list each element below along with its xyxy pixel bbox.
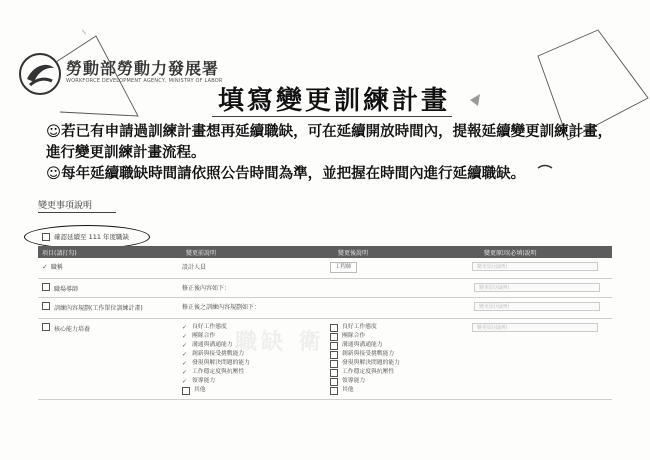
row-item-label: 職場導師 xyxy=(54,286,79,293)
skill-label: 領導能力 xyxy=(342,378,366,384)
after-skill-item xyxy=(330,350,468,359)
header-item: 項目(請打勾) xyxy=(42,249,77,257)
agency-logo xyxy=(18,52,62,96)
skill-label: 溝通與溝通能力 xyxy=(192,342,233,348)
notes-block xyxy=(46,122,626,185)
skill-label: 其他 xyxy=(342,387,354,393)
row-before: 設計人員 xyxy=(182,264,207,271)
skill-checkbox[interactable] xyxy=(330,369,338,377)
skill-label: 工作穩定度與抗壓性 xyxy=(342,369,395,375)
reason-input[interactable]: 變更原因說明 xyxy=(474,302,600,311)
table-row xyxy=(38,279,612,298)
skill-checkbox[interactable] xyxy=(330,333,338,341)
skill-label: 其他 xyxy=(194,387,206,393)
row-checkbox[interactable] xyxy=(42,323,50,331)
row-checkbox[interactable] xyxy=(42,302,50,310)
org-name: 勞動部勞動力發展署 xyxy=(66,59,220,78)
section-title: 變更事項說明 xyxy=(38,201,93,211)
org-english-name: WORKFORCE DEVELOPMENT AGENCY, MINISTRY OF LABOR xyxy=(66,78,223,84)
confirm-label: 確認延續至 111 年度職缺 xyxy=(54,233,130,241)
after-skill-item xyxy=(330,323,468,332)
check-icon[interactable]: ✓ xyxy=(182,324,188,331)
before-skill-item xyxy=(182,386,326,395)
skill-checkbox[interactable] xyxy=(330,324,338,332)
before-skill-item xyxy=(182,377,326,386)
after-skill-item xyxy=(330,377,468,386)
skill-label: 創新與接受挑戰能力 xyxy=(192,351,245,357)
skill-label: 發現與解決問題的能力 xyxy=(192,360,250,366)
skill-checkbox[interactable] xyxy=(330,342,338,350)
section-underline xyxy=(38,212,116,213)
skill-label: 發現與解決問題的能力 xyxy=(342,360,400,366)
row-item-label: 職稱 xyxy=(50,264,63,271)
skill-label: 良好工作態度 xyxy=(192,324,227,330)
note-2: ☺每年延續職缺時間請依照公告時間為準，並把握在時間內進行延續職缺。 xyxy=(46,166,526,182)
after-skill-item xyxy=(330,332,468,341)
table-row xyxy=(38,258,612,279)
skill-label: 創新與接受挑戰能力 xyxy=(342,351,395,357)
header-after: 變更後說明 xyxy=(338,249,369,257)
after-input[interactable]: 工程師 xyxy=(330,262,357,273)
before-skill-list xyxy=(178,319,326,399)
skill-label: 團隊合作 xyxy=(342,333,366,339)
skill-checkbox[interactable] xyxy=(330,387,338,395)
check-icon[interactable]: ✓ xyxy=(182,369,188,376)
before-skill-item xyxy=(182,323,326,332)
row-checkbox[interactable] xyxy=(42,283,50,291)
row-before: 修正後內容如下： xyxy=(182,285,231,292)
after-skill-item xyxy=(330,359,468,368)
skill-label: 工作穩定度與抗壓性 xyxy=(192,369,245,375)
after-skill-item xyxy=(330,341,468,350)
confirm-continue-row xyxy=(42,232,129,241)
skill-checkbox[interactable] xyxy=(330,360,338,368)
after-skill-item xyxy=(330,386,468,395)
check-icon[interactable]: ✓ xyxy=(182,378,188,385)
skill-label: 溝通與溝通能力 xyxy=(342,342,383,348)
reason-input[interactable]: 變更原因說明 xyxy=(472,262,598,271)
before-skill-item xyxy=(182,359,326,368)
header-reason: 變更原因(必填)說明 xyxy=(484,249,537,257)
skill-checkbox[interactable] xyxy=(330,378,338,386)
check-icon[interactable]: ✓ xyxy=(182,360,188,367)
skill-checkbox[interactable] xyxy=(330,351,338,359)
change-table xyxy=(38,246,612,400)
reason-input[interactable]: 變更原因說明 xyxy=(474,283,600,292)
title-underline xyxy=(212,116,452,117)
skill-checkbox[interactable] xyxy=(182,387,190,395)
after-skill-list xyxy=(326,319,468,399)
skill-label: 良好工作態度 xyxy=(342,324,377,330)
row-before: 修正後之訓練內容規劃如下： xyxy=(182,304,261,311)
ghost-watermark-text: 職缺 衛 xyxy=(235,330,325,355)
header-before: 變更前說明 xyxy=(186,249,217,257)
page-title: 填寫變更訓練計畫 xyxy=(218,86,451,116)
confirm-checkbox[interactable] xyxy=(42,233,50,241)
before-skill-item xyxy=(182,332,326,341)
row-item-label: 訓練內容規劃(工作單位訓練計畫) xyxy=(54,305,143,312)
check-icon[interactable]: ✓ xyxy=(182,342,188,349)
before-skill-item xyxy=(182,368,326,377)
table-row xyxy=(38,319,612,400)
check-icon[interactable]: ✓ xyxy=(182,333,188,340)
note-1: ☺若已有申請過訓練計畫想再延續職缺，可在延續開放時間內，提報延續變更訓練計畫，進行變更訓練計畫流程。 xyxy=(46,124,613,161)
skill-label: 領導能力 xyxy=(192,378,216,384)
check-icon[interactable]: ✓ xyxy=(182,351,188,358)
row-item-label: 核心能力培養 xyxy=(54,326,91,333)
skill-label: 團隊合作 xyxy=(192,333,216,339)
table-row xyxy=(38,298,612,319)
before-skill-item xyxy=(182,341,326,350)
after-skill-item xyxy=(330,368,468,377)
table-header xyxy=(38,246,612,258)
check-icon[interactable]: ✓ xyxy=(42,263,48,271)
reason-input[interactable]: 變更原因說明 xyxy=(472,323,598,332)
before-skill-item xyxy=(182,350,326,359)
